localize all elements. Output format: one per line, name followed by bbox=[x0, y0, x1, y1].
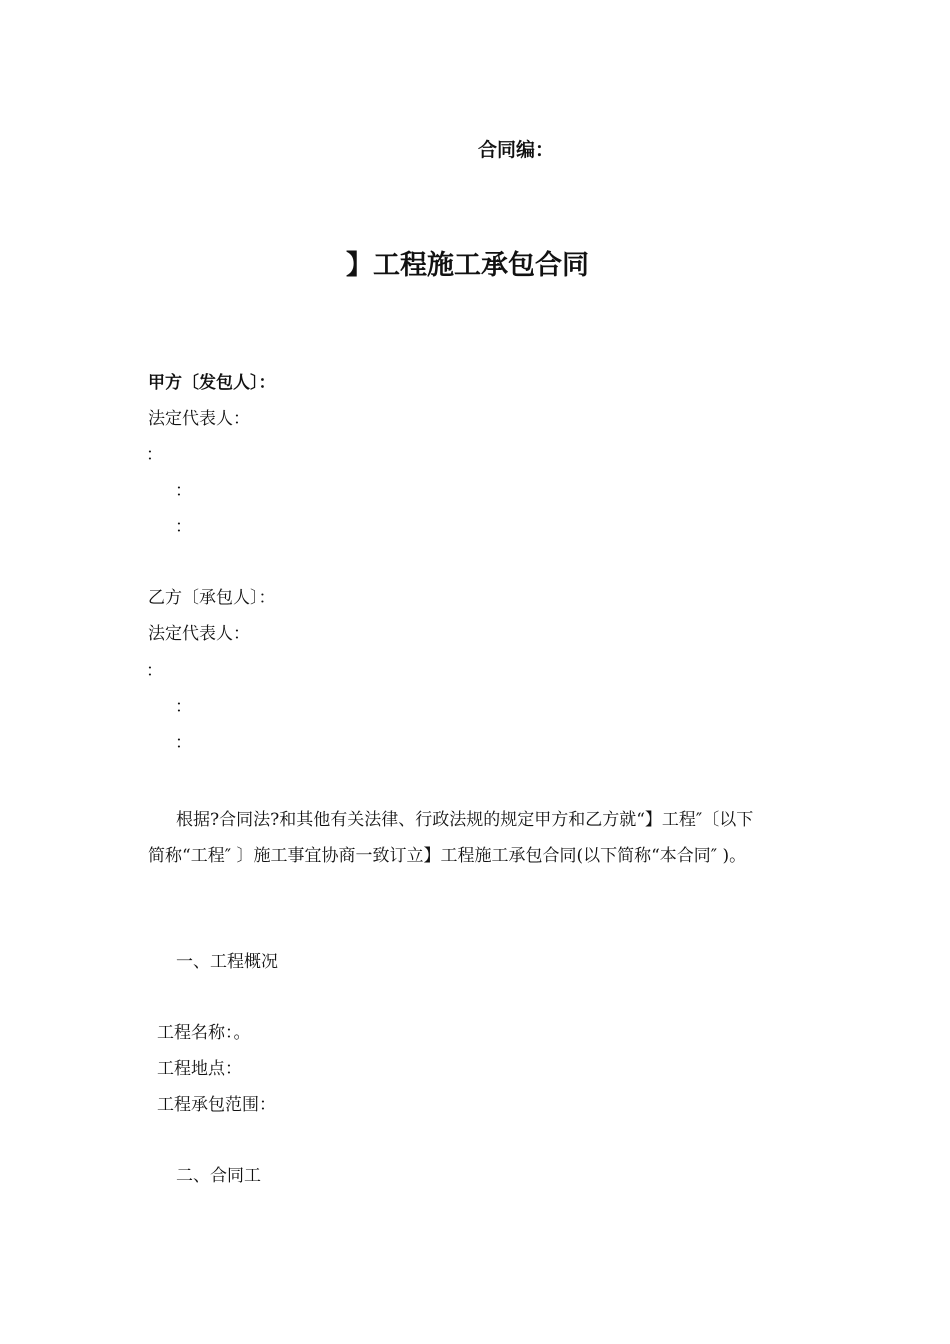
project-location: 工程地点： bbox=[157, 1059, 242, 1079]
party-b-field-3: ： bbox=[175, 733, 192, 753]
contract-number-label: 合同编： bbox=[478, 139, 555, 161]
party-b-label: 乙方〔承包人〕： bbox=[148, 588, 276, 608]
document-title: 】工程施工承包合同 bbox=[346, 250, 589, 281]
party-b-field-2: ： bbox=[175, 697, 192, 717]
party-a-label: 甲方〔发包人〕： bbox=[148, 373, 276, 393]
section-1-heading: 一、工程概况 bbox=[176, 952, 278, 972]
party-b-legal-rep: 法定代表人： bbox=[148, 624, 250, 644]
party-a-field-1: ： bbox=[146, 445, 163, 465]
section-2-heading: 二、合同工 bbox=[176, 1166, 261, 1186]
intro-paragraph: 根据?合同法?和其他有关法律、行政法规的规定甲方和乙方就“】工程″〔以下简称“工程″ 〕施工事宜协商一致订立】工程施工承包合同(以下简称“本合同″ )。 bbox=[148, 810, 754, 866]
project-scope: 工程承包范围： bbox=[157, 1095, 276, 1115]
party-a-legal-rep: 法定代表人： bbox=[148, 409, 250, 429]
party-a-field-2: ： bbox=[175, 481, 192, 501]
party-a-field-3: ： bbox=[175, 517, 192, 537]
project-name: 工程名称：。 bbox=[157, 1023, 251, 1043]
party-b-field-1: ： bbox=[146, 661, 163, 681]
